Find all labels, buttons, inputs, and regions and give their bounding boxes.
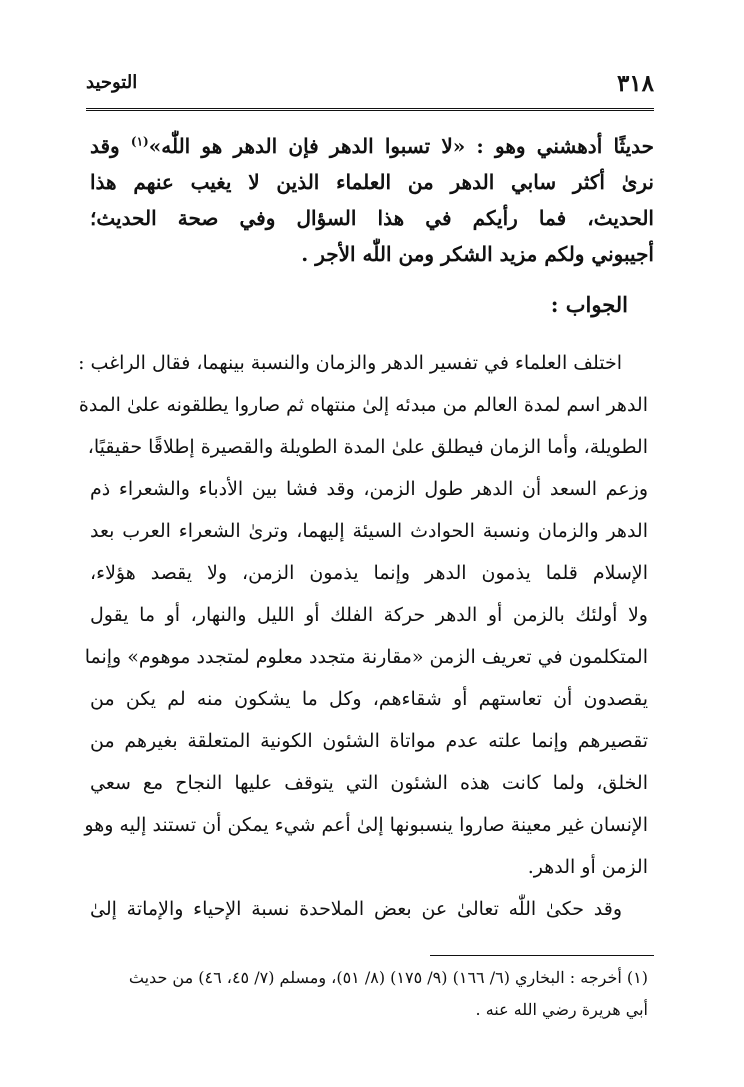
question-line: الحديث، فما رأيكم في هذا السؤال وفي صحة الحديث؛ bbox=[90, 206, 654, 230]
page-header bbox=[86, 70, 654, 110]
header-rule bbox=[86, 108, 654, 111]
footnotes bbox=[88, 962, 648, 1026]
body-line: يقصدون أن تعاستهم أو شقاءهم، وكل ما يشكون منه لم يكن من bbox=[90, 688, 648, 710]
answer-heading: الجواب : bbox=[550, 292, 628, 317]
running-title: التوحيد bbox=[86, 72, 138, 93]
footnote-line: أبي هريرة رضي الله عنه . bbox=[475, 1000, 648, 1019]
answer-body bbox=[78, 342, 649, 930]
body-line: الطويلة، وأما الزمان فيطلق علىٰ المدة الطويلة والقصيرة إطلاقًا حقيقيًا، bbox=[87, 436, 648, 458]
body-line: الدهر والزمان ونسبة الحوادث السيئة إليهما، وترىٰ الشعراء العرب بعد bbox=[90, 520, 648, 542]
body-line: وقد حكىٰ اللّٰه تعالىٰ عن بعض الملاحدة نسبة الإحياء والإماتة إلىٰ bbox=[90, 898, 622, 920]
body-line: الزمن أو الدهر. bbox=[527, 856, 648, 878]
body-line: تقصيرهم وإنما علته عدم مواتاة الشئون الكونية المتعلقة بغيرهم من bbox=[90, 730, 649, 752]
question-line: نرىٰ أكثر سابي الدهر من العلماء الذين لا يغيب عنهم هذا bbox=[90, 170, 654, 194]
question-line bbox=[90, 128, 654, 164]
question-text bbox=[90, 128, 654, 272]
footnote-separator bbox=[430, 955, 654, 956]
body-line: وزعم السعد أن الدهر طول الزمن، وقد فشا بين الأدباء والشعراء ذم bbox=[90, 478, 648, 500]
question-line-tail: وقد bbox=[90, 134, 131, 158]
question-line: أجيبوني ولكم مزيد الشكر ومن اللّٰه الأجر . bbox=[301, 242, 654, 266]
body-line: اختلف العلماء في تفسير الدهر والزمان والنسبة بينهما، فقال الراغب : bbox=[78, 352, 622, 374]
question-line-text: حديثًا أدهشني وهو : «لا تسبوا الدهر فإن الدهر هو اللّٰه» bbox=[148, 134, 654, 158]
body-line: الخلق، ولما كانت هذه الشئون التي يتوقف عليها النجاح مع سعي bbox=[90, 772, 648, 794]
footnote-reference: (١) bbox=[130, 134, 149, 149]
body-line: المتكلمون في تعريف الزمن «مقارنة متجدد معلوم لمتجدد موهوم» وإنما bbox=[84, 646, 648, 668]
body-line: الإنسان غير معينة صاروا ينسبونها إلىٰ أعم شيء يمكن أن تستند إليه وهو bbox=[84, 814, 648, 836]
body-line: ولا أولئك بالزمن أو الدهر حركة الفلك أو الليل والنهار، أو ما يقول bbox=[90, 604, 648, 626]
body-line: الدهر اسم لمدة العالم من مبدئه إلىٰ منتهاه ثم صاروا يطلقونه علىٰ المدة bbox=[78, 394, 648, 416]
footnote-line: (١) أخرجه : البخاري (٦/ ١٦٦) (٩/ ١٧٥) (٨/ ٥١)، ومسلم (٧/ ٤٥، ٤٦) من حديث bbox=[128, 968, 648, 987]
body-line: الإسلام قلما يذمون الدهر وإنما يذمون الزمن، ولا يقصد هؤلاء، bbox=[90, 562, 648, 584]
page-number: ٣١٨ bbox=[616, 70, 654, 97]
